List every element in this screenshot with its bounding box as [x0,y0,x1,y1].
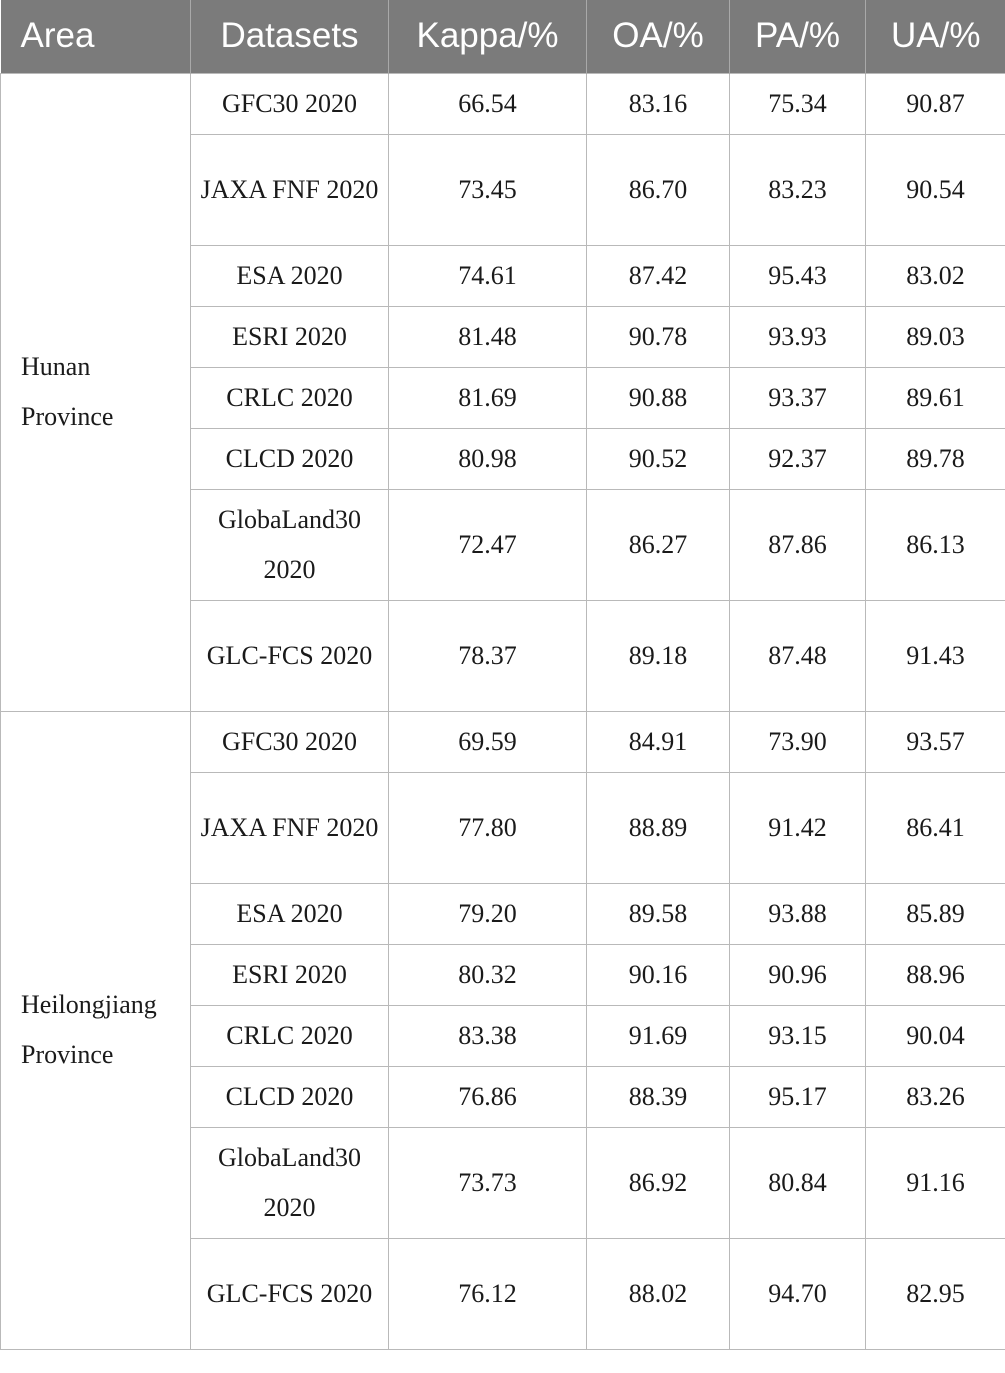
header-datasets: Datasets [191,0,389,73]
oa-cell: 86.27 [587,489,730,600]
pa-cell: 91.42 [730,772,866,883]
kappa-cell: 81.48 [389,306,587,367]
header-kappa: Kappa/% [389,0,587,73]
ua-cell: 82.95 [866,1238,1005,1349]
kappa-cell: 73.73 [389,1127,587,1238]
ua-cell: 91.43 [866,600,1005,711]
dataset-cell: ESA 2020 [191,245,389,306]
table-body [1,73,1005,1349]
pa-cell: 95.17 [730,1066,866,1127]
oa-cell: 89.18 [587,600,730,711]
kappa-cell: 76.12 [389,1238,587,1349]
dataset-cell: GLC-FCS 2020 [191,600,389,711]
pa-cell: 87.86 [730,489,866,600]
dataset-cell: GlobaLand30 2020 [191,1127,389,1238]
kappa-cell: 72.47 [389,489,587,600]
pa-cell: 90.96 [730,944,866,1005]
dataset-cell: CLCD 2020 [191,1066,389,1127]
table-row [1,711,1005,772]
ua-cell: 90.87 [866,73,1005,134]
pa-cell: 83.23 [730,134,866,245]
header-oa: OA/% [587,0,730,73]
dataset-cell: JAXA FNF 2020 [191,134,389,245]
pa-cell: 75.34 [730,73,866,134]
dataset-cell: GLC-FCS 2020 [191,1238,389,1349]
kappa-cell: 73.45 [389,134,587,245]
ua-cell: 83.02 [866,245,1005,306]
oa-cell: 88.89 [587,772,730,883]
ua-cell: 91.16 [866,1127,1005,1238]
pa-cell: 92.37 [730,428,866,489]
oa-cell: 90.52 [587,428,730,489]
pa-cell: 73.90 [730,711,866,772]
table-row [1,73,1005,134]
ua-cell: 88.96 [866,944,1005,1005]
dataset-cell: CRLC 2020 [191,367,389,428]
pa-cell: 93.37 [730,367,866,428]
dataset-cell: ESRI 2020 [191,306,389,367]
kappa-cell: 74.61 [389,245,587,306]
kappa-cell: 77.80 [389,772,587,883]
ua-cell: 86.13 [866,489,1005,600]
kappa-cell: 80.32 [389,944,587,1005]
ua-cell: 89.78 [866,428,1005,489]
ua-cell: 90.54 [866,134,1005,245]
kappa-cell: 69.59 [389,711,587,772]
kappa-cell: 83.38 [389,1005,587,1066]
header-area: Area [1,0,191,73]
ua-cell: 85.89 [866,883,1005,944]
dataset-cell: CLCD 2020 [191,428,389,489]
oa-cell: 87.42 [587,245,730,306]
kappa-cell: 76.86 [389,1066,587,1127]
oa-cell: 83.16 [587,73,730,134]
header-pa: PA/% [730,0,866,73]
ua-cell: 90.04 [866,1005,1005,1066]
pa-cell: 80.84 [730,1127,866,1238]
oa-cell: 86.92 [587,1127,730,1238]
oa-cell: 91.69 [587,1005,730,1066]
header-row [1,0,1005,73]
table-header [1,0,1005,73]
oa-cell: 88.39 [587,1066,730,1127]
ua-cell: 93.57 [866,711,1005,772]
oa-cell: 88.02 [587,1238,730,1349]
oa-cell: 90.78 [587,306,730,367]
dataset-cell: GFC30 2020 [191,73,389,134]
dataset-cell: ESRI 2020 [191,944,389,1005]
area-cell: Heilongjiang Province [1,711,191,1349]
ua-cell: 83.26 [866,1066,1005,1127]
dataset-cell: GlobaLand30 2020 [191,489,389,600]
dataset-cell: ESA 2020 [191,883,389,944]
ua-cell: 89.61 [866,367,1005,428]
pa-cell: 87.48 [730,600,866,711]
dataset-cell: CRLC 2020 [191,1005,389,1066]
header-ua: UA/% [866,0,1005,73]
ua-cell: 86.41 [866,772,1005,883]
oa-cell: 84.91 [587,711,730,772]
pa-cell: 95.43 [730,245,866,306]
kappa-cell: 66.54 [389,73,587,134]
kappa-cell: 81.69 [389,367,587,428]
pa-cell: 93.15 [730,1005,866,1066]
oa-cell: 90.88 [587,367,730,428]
pa-cell: 93.88 [730,883,866,944]
pa-cell: 93.93 [730,306,866,367]
area-cell: Hunan Province [1,73,191,711]
kappa-cell: 79.20 [389,883,587,944]
kappa-cell: 80.98 [389,428,587,489]
oa-cell: 89.58 [587,883,730,944]
dataset-cell: GFC30 2020 [191,711,389,772]
kappa-cell: 78.37 [389,600,587,711]
oa-cell: 90.16 [587,944,730,1005]
ua-cell: 89.03 [866,306,1005,367]
oa-cell: 86.70 [587,134,730,245]
dataset-cell: JAXA FNF 2020 [191,772,389,883]
pa-cell: 94.70 [730,1238,866,1349]
